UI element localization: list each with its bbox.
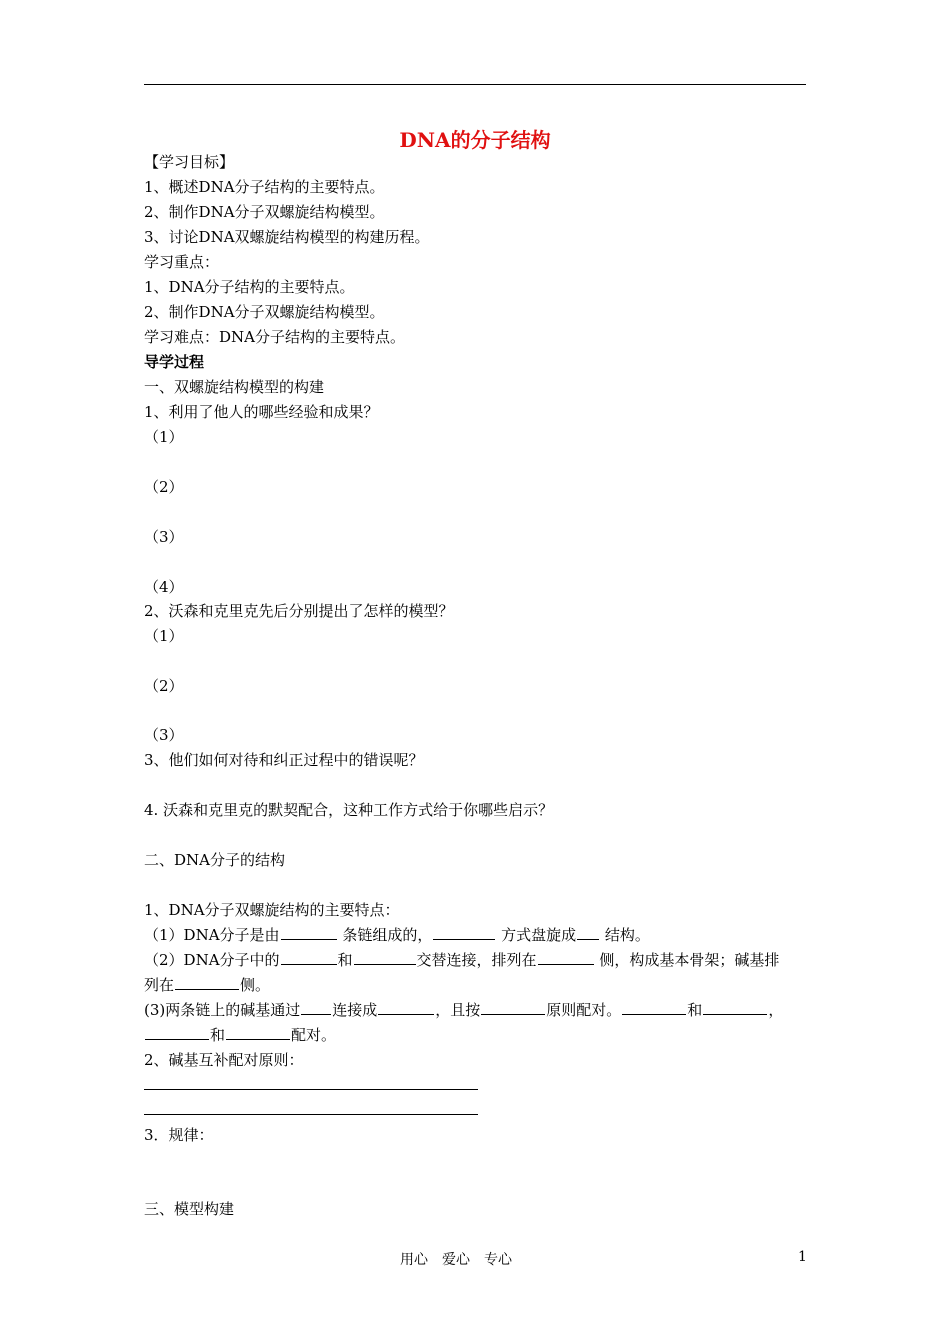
fill-blank[interactable] bbox=[433, 925, 495, 940]
fill-blank[interactable] bbox=[703, 1000, 767, 1015]
answer-slot[interactable]: （3） bbox=[144, 726, 184, 744]
fill-blank[interactable] bbox=[354, 950, 416, 965]
features-title: 1、DNA分子双螺旋结构的主要特点： bbox=[144, 901, 400, 919]
key-points-header: 学习重点： bbox=[144, 253, 220, 271]
fill-blank[interactable] bbox=[378, 1000, 434, 1015]
fill-blank[interactable] bbox=[281, 950, 337, 965]
answer-slot[interactable]: （1） bbox=[144, 627, 184, 645]
fill-blank[interactable] bbox=[538, 950, 594, 965]
page-title: DNA的分子结构 bbox=[399, 128, 551, 152]
answer-line[interactable] bbox=[144, 1089, 478, 1090]
feature-2: （2）DNA分子中的 和 交替连接，排列在 侧，构成基本骨架；碱基排 bbox=[144, 951, 780, 969]
fill-blank[interactable] bbox=[175, 975, 239, 990]
answer-slot[interactable]: （3） bbox=[144, 528, 184, 546]
feature-3: (3)两条链上的碱基通过 连接成 ，且按 原则配对。 和 ， bbox=[144, 1001, 784, 1019]
page-number: 1 bbox=[798, 1249, 807, 1265]
law-title: 3．规律： bbox=[144, 1126, 214, 1144]
answer-slot[interactable]: （4） bbox=[144, 578, 184, 596]
fill-blank[interactable] bbox=[301, 1000, 331, 1015]
fill-blank[interactable] bbox=[481, 1000, 545, 1015]
process-header: 导学过程 bbox=[144, 353, 205, 371]
key-point-item: 1、DNA分子结构的主要特点。 bbox=[144, 278, 355, 296]
answer-line[interactable] bbox=[144, 1114, 478, 1115]
objective-item: 3、讨论DNA双螺旋结构模型的构建历程。 bbox=[144, 228, 430, 246]
question-3: 3、他们如何对待和纠正过程中的错误呢？ bbox=[144, 751, 424, 769]
fill-blank[interactable] bbox=[145, 1025, 209, 1040]
question-4: 4. 沃森和克里克的默契配合，这种工作方式给于你哪些启示？ bbox=[144, 801, 554, 819]
feature-1: （1）DNA分子是由 条链组成的， 方式盘旋成 结构。 bbox=[144, 926, 650, 944]
question-1: 1、利用了他人的哪些经验和成果？ bbox=[144, 403, 379, 421]
key-point-item: 2、制作DNA分子双螺旋结构模型。 bbox=[144, 303, 385, 321]
answer-slot[interactable]: （2） bbox=[144, 677, 184, 695]
section2-heading: 二、DNA分子的结构 bbox=[144, 851, 285, 869]
objective-item: 2、制作DNA分子双螺旋结构模型。 bbox=[144, 203, 385, 221]
fill-blank[interactable] bbox=[226, 1025, 290, 1040]
section1-heading: 一、双螺旋结构模型的构建 bbox=[144, 378, 325, 396]
objective-item: 1、概述DNA分子结构的主要特点。 bbox=[144, 178, 385, 196]
feature-3-cont: 和 配对。 bbox=[144, 1025, 336, 1045]
answer-slot[interactable]: （1） bbox=[144, 428, 184, 446]
question-2: 2、沃森和克里克先后分别提出了怎样的模型？ bbox=[144, 602, 454, 620]
fill-blank[interactable] bbox=[281, 925, 337, 940]
feature-2-cont: 列在 侧。 bbox=[144, 976, 271, 994]
section3-heading: 三、模型构建 bbox=[144, 1200, 235, 1218]
objectives-header: 【学习目标】 bbox=[144, 153, 235, 171]
header-rule bbox=[144, 84, 806, 85]
footer-motto: 用心 爱心 专心 bbox=[400, 1252, 512, 1268]
fill-blank[interactable] bbox=[577, 925, 599, 940]
fill-blank[interactable] bbox=[622, 1000, 686, 1015]
difficulty: 学习难点：DNA分子结构的主要特点。 bbox=[144, 328, 405, 346]
answer-slot[interactable]: （2） bbox=[144, 478, 184, 496]
base-pairing-rule-title: 2、碱基互补配对原则： bbox=[144, 1051, 304, 1069]
